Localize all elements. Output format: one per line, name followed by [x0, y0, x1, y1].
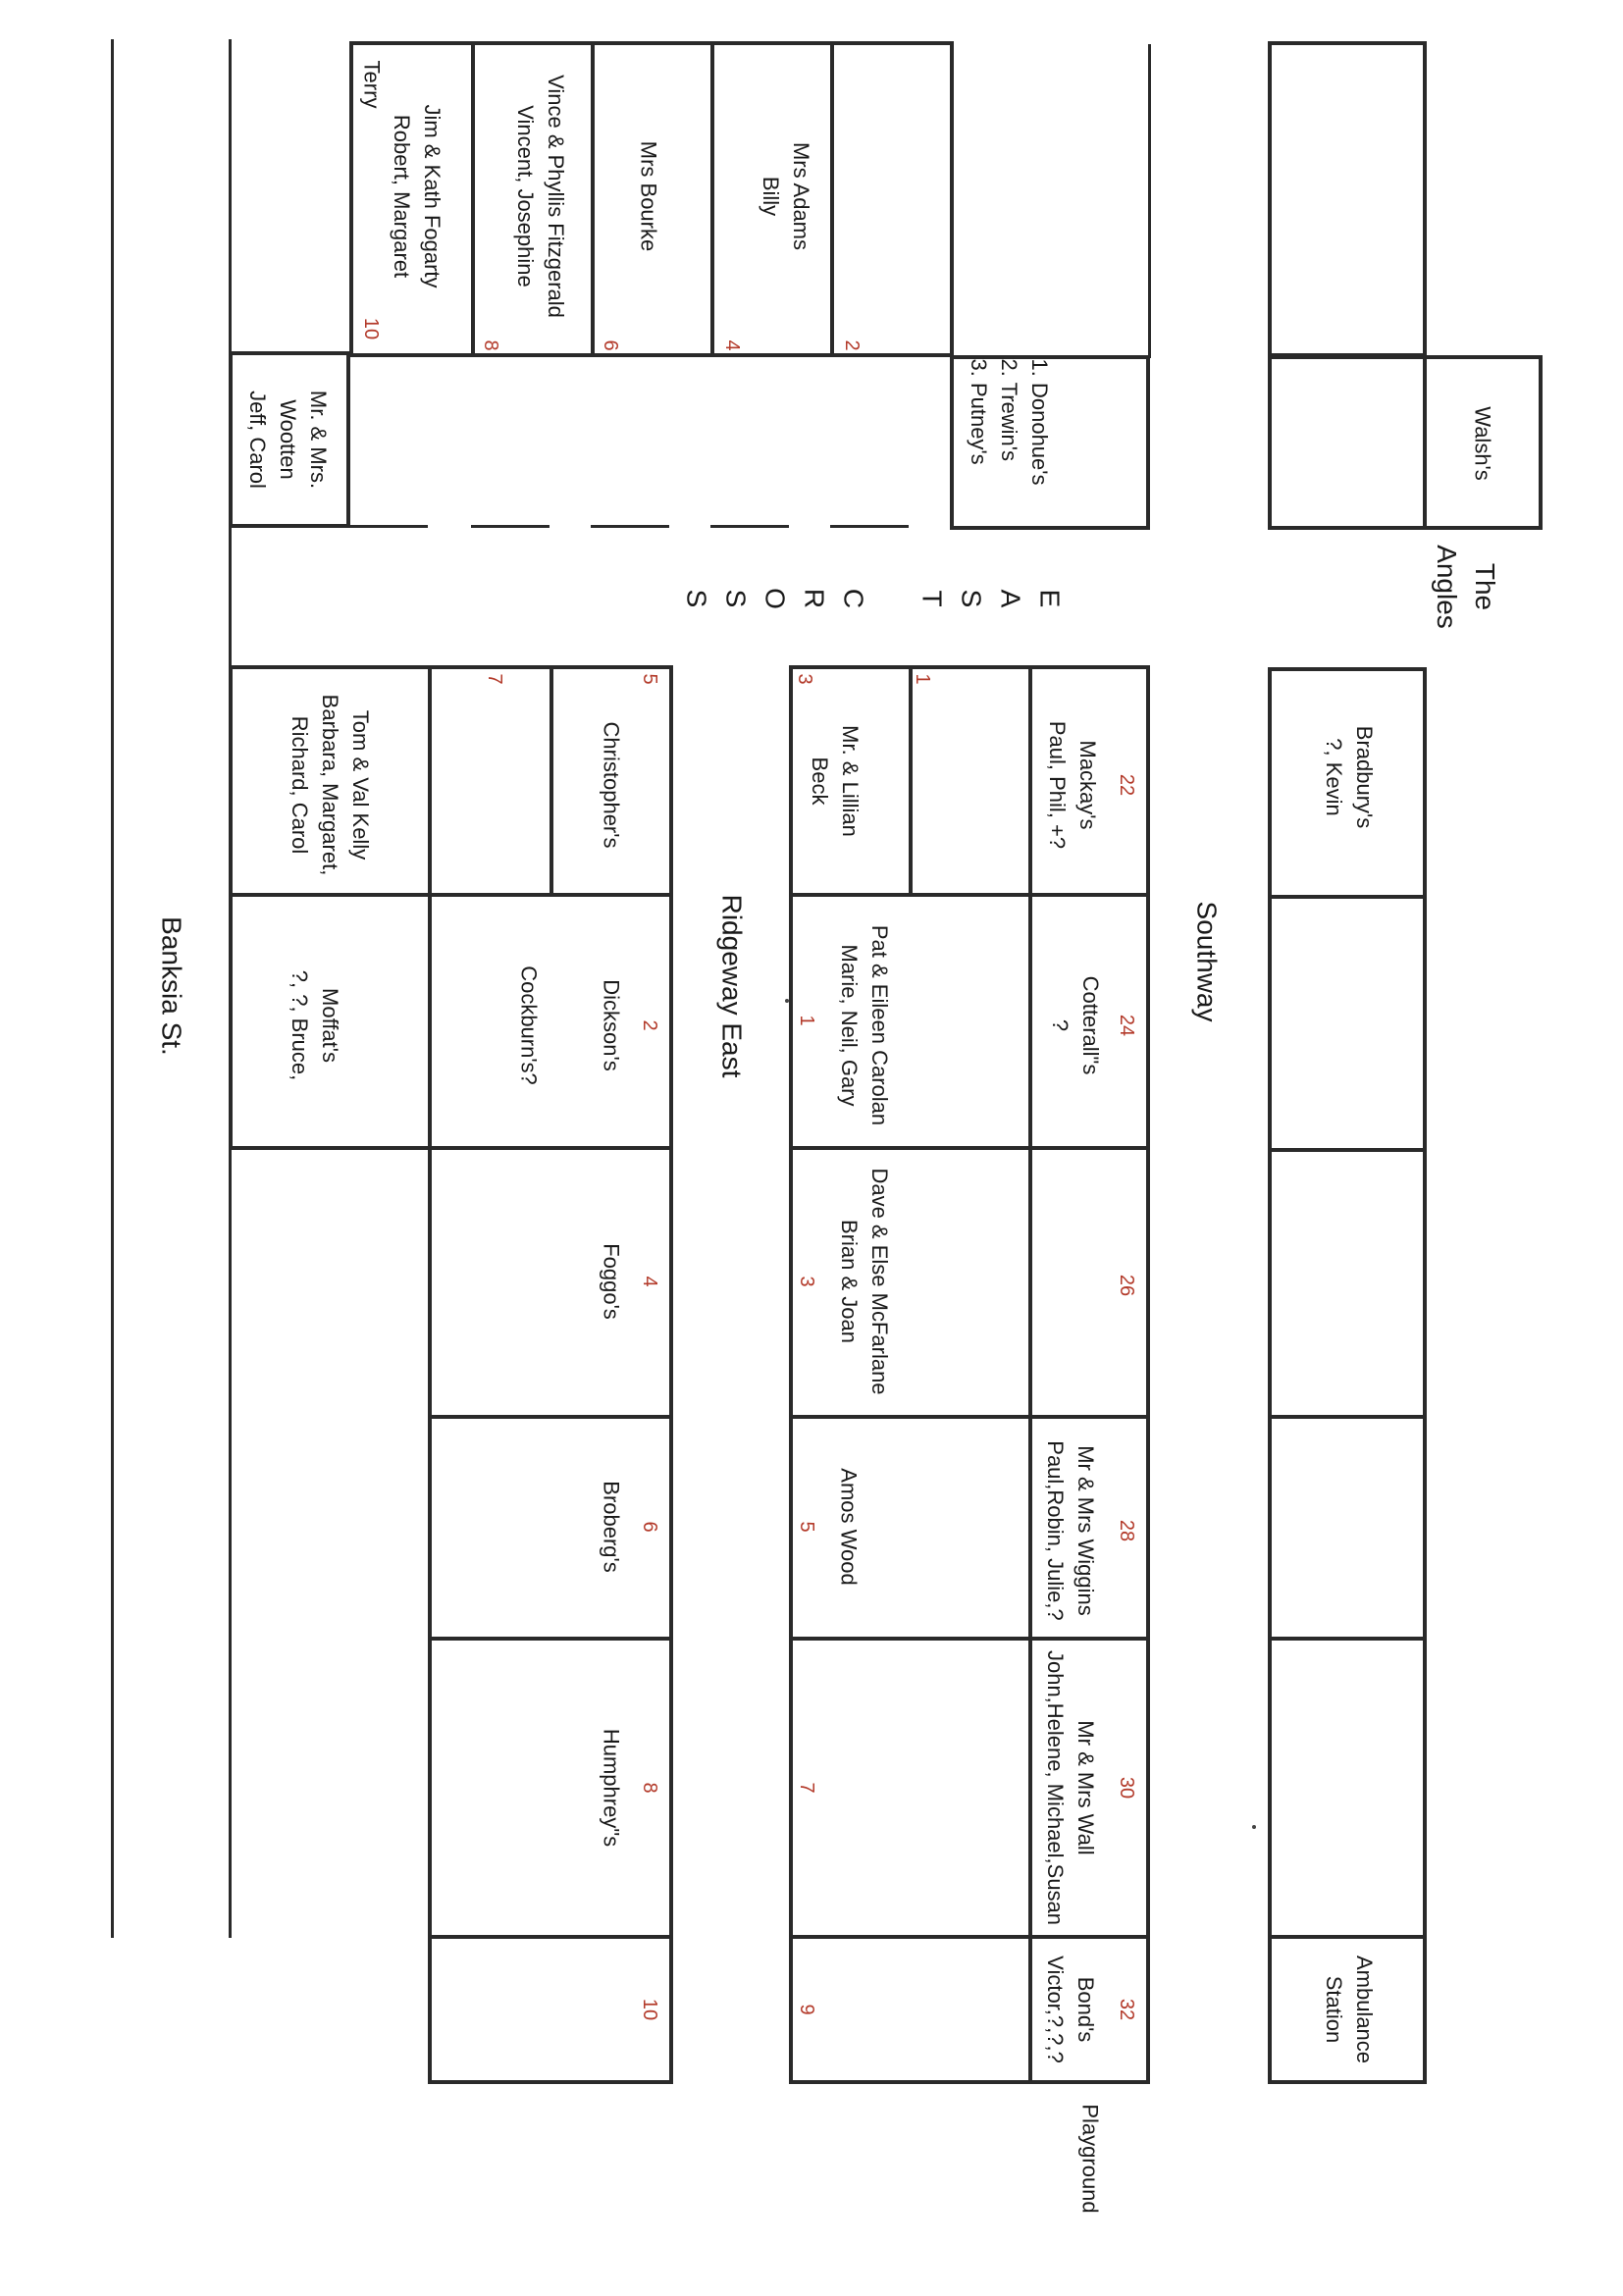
street-the-angles: The Angles — [1432, 545, 1501, 629]
house-occupants-6: Mrs Bourke — [636, 140, 661, 252]
house-occupants-30: Mr & Mrs Wall John,Helene, Michael,Susan — [1043, 1649, 1098, 1926]
scan-speck — [785, 999, 789, 1003]
humphrey-occupants: Humphrey"s — [599, 1728, 624, 1848]
kelly-occupants: Tom & Val Kelly Barbara, Margaret, Richard, Carol — [288, 694, 374, 876]
dickson-occupants: Dickson's — [599, 979, 624, 1071]
ridgeway-lot-5 — [789, 1415, 1032, 1641]
house-number-32: 32 — [1116, 1998, 1137, 2021]
house-number-26: 26 — [1116, 1274, 1137, 1297]
house-number-1: 1 — [796, 1015, 817, 1026]
house-number-4-south: 4 — [639, 1276, 660, 1287]
house-occupants-28: Mr & Mrs Wiggins Paul,Robin, Julie,? — [1043, 1440, 1098, 1621]
house-occupants-8: Vince & Phyllis Fitzgerald Vincent, Josephine — [513, 75, 568, 318]
walsh-house-label: Walsh's — [1470, 406, 1495, 481]
street-east-cross-s1: S — [956, 589, 987, 608]
street-southway: Southway — [1191, 901, 1223, 1022]
ridgeway-lot-9 — [789, 1935, 1032, 2084]
house-occupant-terry: Terry — [359, 60, 385, 109]
top-block-lower-box — [1268, 355, 1427, 530]
driveway-line — [471, 525, 550, 528]
street-east-cross-c: C — [838, 588, 869, 609]
street-east-cross-e: E — [1034, 589, 1066, 608]
house-number-8-south: 8 — [639, 1782, 660, 1794]
top-block-box — [1268, 41, 1427, 357]
house-occupants-22: Mackay's Paul, Phil, +? — [1045, 720, 1100, 850]
house-occupants-5: Amos Wood — [836, 1468, 862, 1586]
house-number-2: 2 — [841, 339, 863, 351]
house-number-3-small: 3 — [794, 673, 815, 685]
house-number-10: 10 — [360, 317, 382, 340]
house-occupants-5-south: Christopher's — [599, 721, 624, 849]
house-number-28: 28 — [1116, 1519, 1137, 1542]
ridgeway-lot-3 — [789, 1146, 1032, 1419]
house-number-9: 9 — [796, 2004, 817, 2015]
wootten-occupants: Mr. & Mrs. Wootten Jeff, Carol — [245, 390, 332, 490]
house-occupants-32: Bond's Victor,?,?,? — [1043, 1956, 1098, 2063]
driveway-line — [710, 525, 789, 528]
ridgeway-lot-7-south — [428, 665, 553, 897]
house-number-4: 4 — [721, 339, 743, 351]
house-number-6-south: 6 — [639, 1521, 660, 1533]
house-occupants-24: Cotterall"s ? — [1048, 975, 1103, 1075]
moffat-occupants: Moffat's ?, ?, Bruce, — [288, 969, 342, 1081]
house-number-5-south: 5 — [639, 673, 660, 685]
ridgeway-lot-1 — [789, 893, 1032, 1150]
street-banksia: Banksia St. — [156, 916, 187, 1056]
southway-top-lot — [1268, 1148, 1427, 1419]
house-number-24: 24 — [1116, 1014, 1137, 1037]
southway-top-lot — [1268, 1637, 1427, 1939]
house-number-5: 5 — [796, 1521, 817, 1533]
street-east-cross-s3: S — [681, 589, 712, 608]
house-number-10-south: 10 — [639, 1998, 660, 2021]
foggo-occupants: Foggo's — [599, 1243, 624, 1320]
street-east-cross-a: A — [995, 589, 1026, 608]
street-east-cross-r: R — [799, 588, 830, 609]
street-east-cross-s2: S — [720, 589, 752, 608]
house-number-1-small: 1 — [912, 673, 933, 685]
southway-top-lot — [1268, 895, 1427, 1152]
ridgeway-lot-1-small — [909, 665, 1032, 897]
house-occupants-10: Jim & Kath Fogarty Robert, Margaret — [390, 104, 445, 288]
ridgeway-lot-7 — [789, 1637, 1032, 1939]
house-occupants-4: Mrs Adams Billy — [759, 141, 813, 251]
ambulance-station-label: Ambulance Station — [1322, 1955, 1377, 2064]
numbered-houses-list: 1. Donohue's 2. Trewin's 3. Putney's — [967, 358, 1053, 486]
house-number-3: 3 — [796, 1276, 817, 1287]
house-number-7-south: 7 — [484, 673, 505, 685]
driveway-line — [830, 525, 909, 528]
house-number-22: 22 — [1116, 773, 1137, 797]
southway-top-lot — [1268, 1415, 1427, 1641]
house-occupants-1: Pat & Eileen Carolan Marie, Neil, Gary — [837, 924, 892, 1126]
house-occupants-3-small: Mr. & Lillian Beck — [808, 725, 863, 837]
house-number-6: 6 — [600, 339, 621, 351]
house-occupants-3: Dave & Else McFarlane Brian & Joan — [837, 1168, 892, 1395]
house-number-30: 30 — [1116, 1776, 1137, 1800]
street-edge-line — [1148, 44, 1151, 358]
house-number-8: 8 — [480, 339, 501, 351]
bradbury-house-label: Bradbury's ?, Kevin — [1322, 725, 1377, 829]
house-number-7: 7 — [796, 1782, 817, 1794]
broberg-occupants: Broberg's — [599, 1481, 624, 1573]
playground-label: Playground — [1077, 2104, 1103, 2214]
street-edge-line — [111, 39, 114, 1938]
street-east-cross-t: T — [916, 590, 948, 607]
street-east-cross-o: O — [759, 588, 791, 609]
house-lot-2 — [830, 41, 954, 357]
scan-speck — [1252, 1825, 1256, 1829]
cockburn-occupants: Cockburn's? — [516, 965, 542, 1085]
street-ridgeway-east: Ridgeway East — [716, 894, 748, 1078]
driveway-line — [349, 525, 428, 528]
house-number-2-south: 2 — [639, 1019, 660, 1031]
driveway-line — [591, 525, 669, 528]
